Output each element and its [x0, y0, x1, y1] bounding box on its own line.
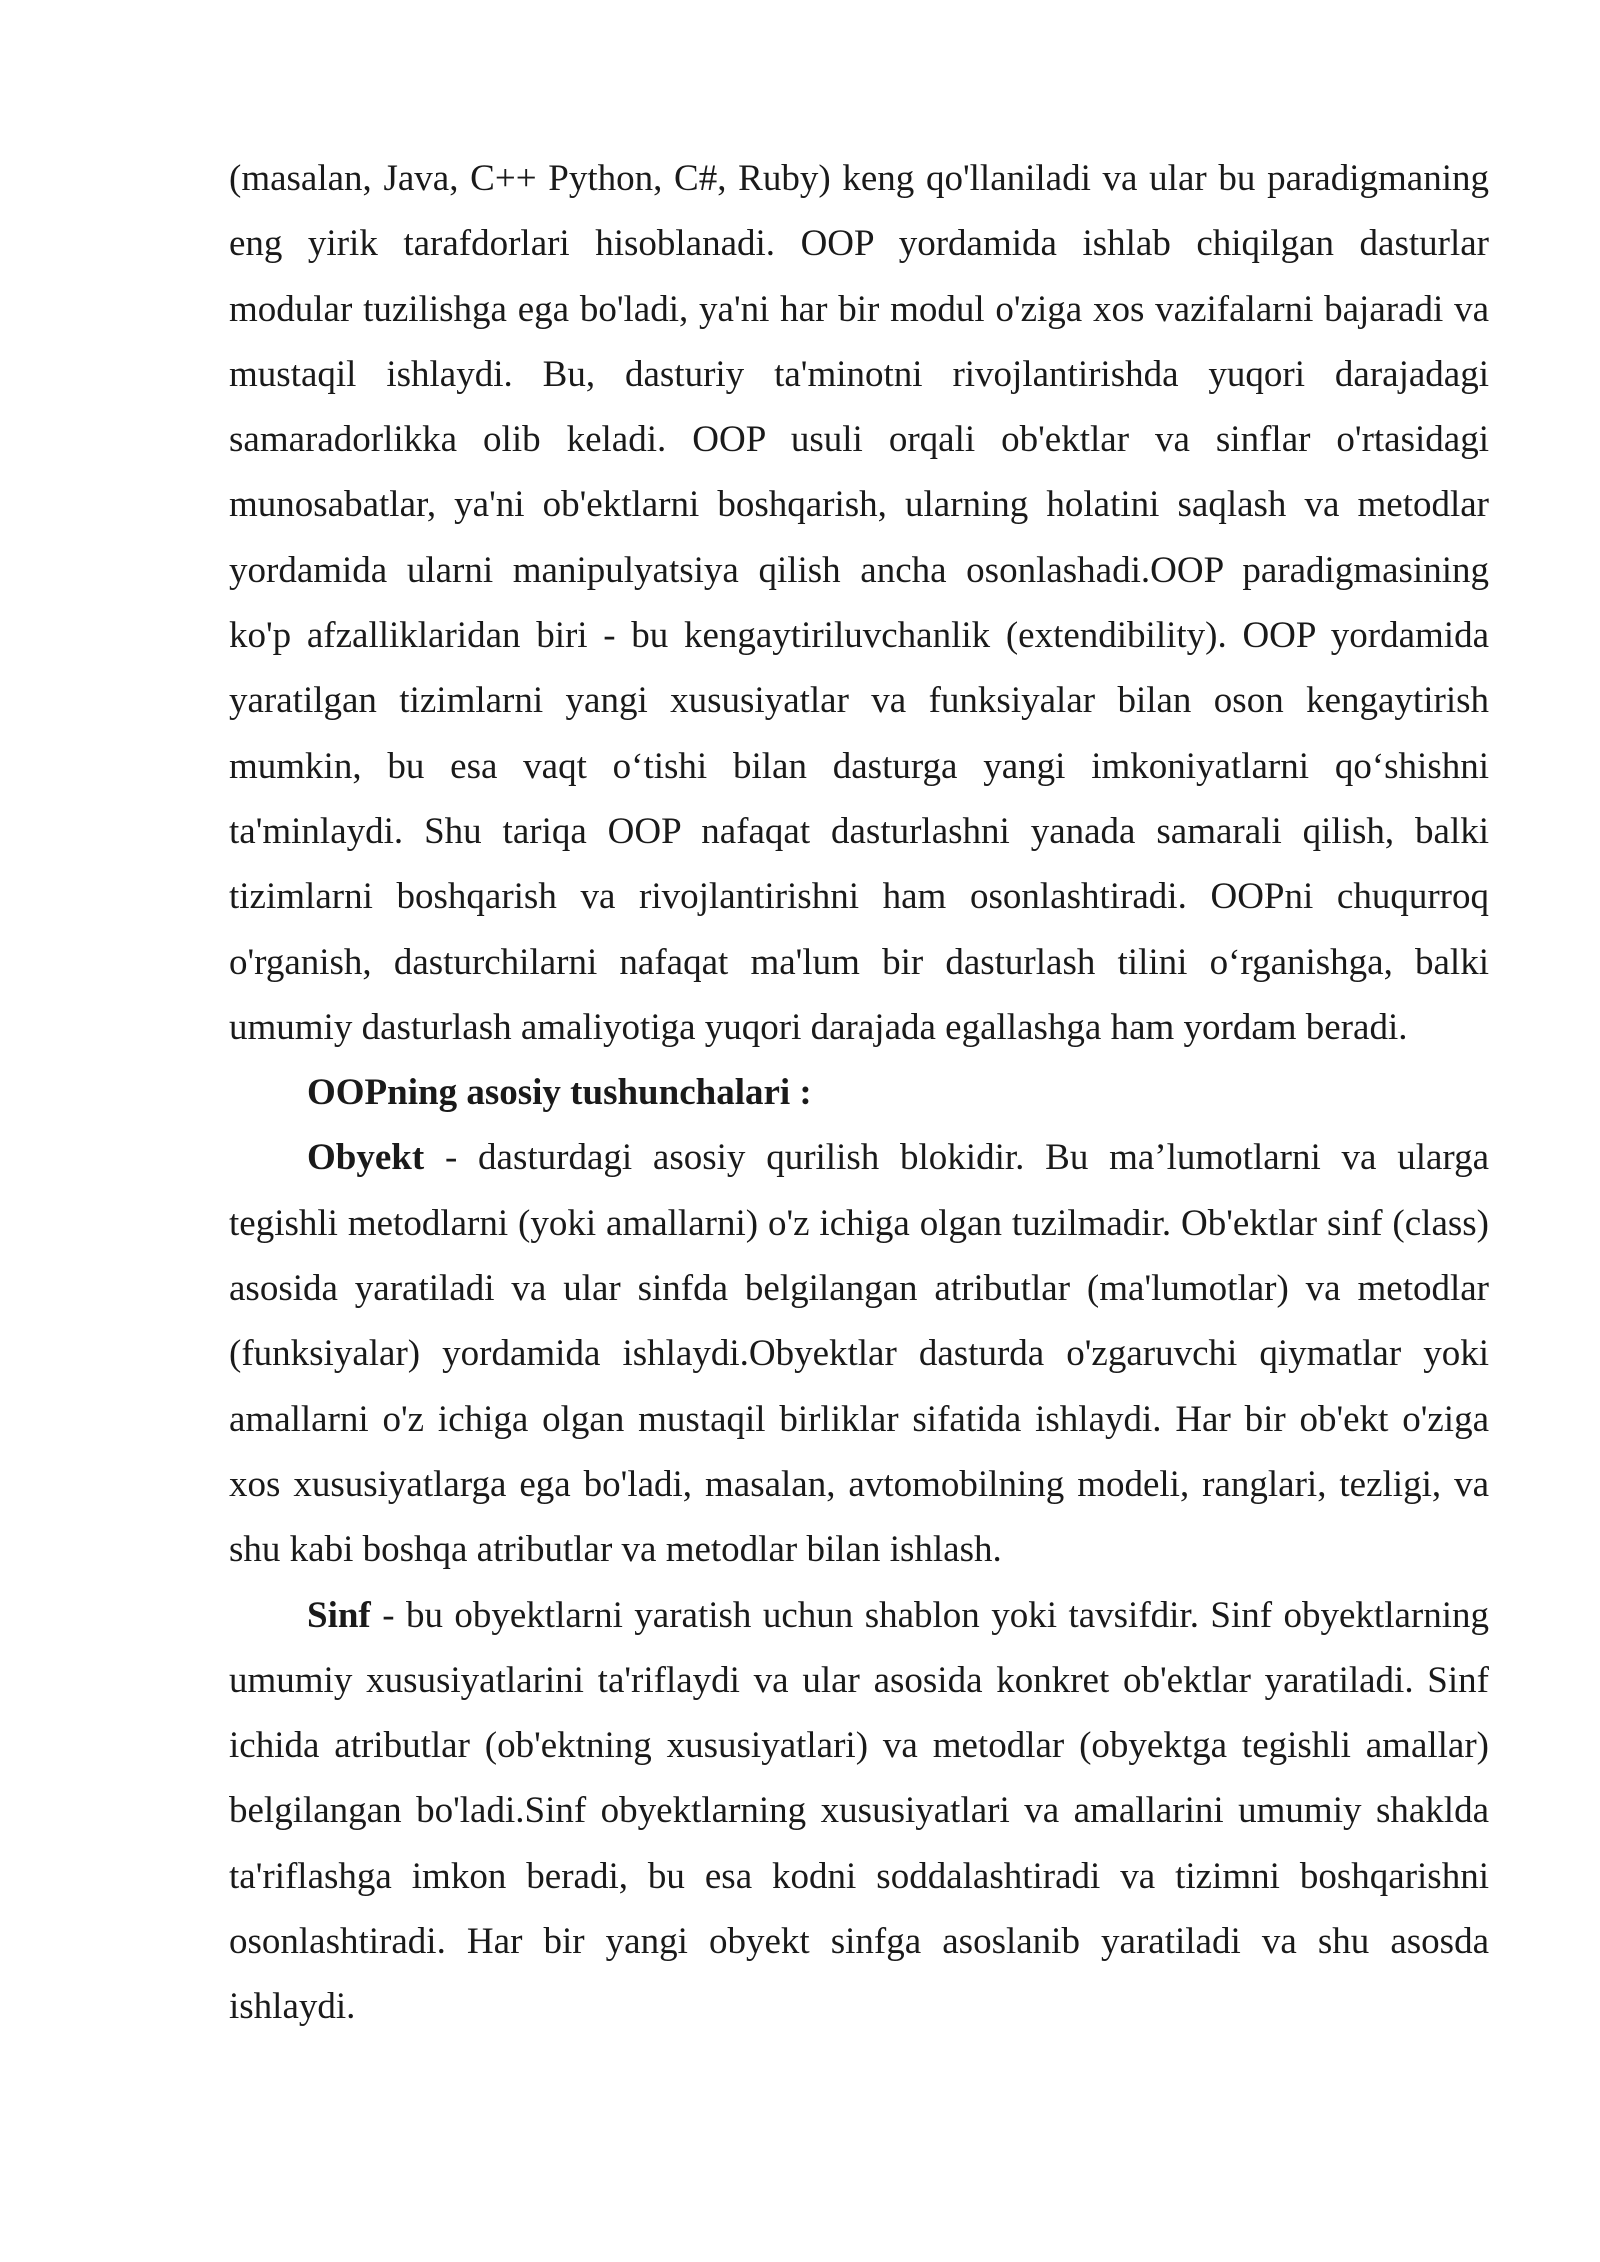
- intro-paragraph: (masalan, Java, C++ Python, C#, Ruby) keng qo'llaniladi va ular bu paradigmaning eng yirik tarafdorlari hisoblanadi. OOP yordamida ishlab chiqilgan dasturlar modular tuzilishga ega bo'ladi, ya'ni har bir modul o'ziga xos vazifalarni bajaradi va mustaqil ishlaydi. Bu, dasturiy ta'minotni rivojlantirishda yuqori darajadagi samaradorlikka olib keladi. OOP usuli orqali ob'ektlar va sinflar o'rtasidagi munosabatlar, ya'ni ob'ektlarni boshqarish, ularning holatini saqlash va metodlar yordamida ularni manipulyatsiya qilish ancha osonlashadi.OOP paradigmasining ko'p afzalliklaridan biri - bu kengaytiriluvchanlik (extendibility). OOP yordamida yaratilgan tizimlarni yangi xususiyatlar va funksiyalar bilan oson kengaytirish mumkin, bu esa vaqt o‘tishi bilan dasturga yangi imkoniyatlarni qo‘shishni ta'minlaydi. Shu tariqa OOP nafaqat dasturlashni yanada samarali qilish, balki tizimlarni boshqarish va rivojlantirishni ham osonlashtiradi. OOPni chuqurroq o'rganish, dasturchilarni nafaqat ma'lum bir dasturlash tilini o‘rganishga, balki umumiy dasturlash amaliyotiga yuqori darajada egallashga ham yordam beradi.: [229, 158, 1489, 1048]
- document-page: [229, 146, 1489, 2040]
- obyekt-term: Obyekt: [307, 1137, 425, 1179]
- sinf-definition: - bu obyektlarni yaratish uchun shablon yoki tavsifdir. Sinf obyektlarning umumiy xususiyatlarini ta'riflaydi va ular asosida konkret ob'ektlar yaratiladi. Sinf ichida atributlar (ob'ektning xususiyatlari) va metodlar (obyektga tegishli amallar) belgilangan bo'ladi.Sinf obyektlarning xususiyatlari va amallarini umumiy shaklda ta'riflashga imkon beradi, bu esa kodni soddalashtiradi va tizimni boshqarishni osonlashtiradi. Har bir yangi obyekt sinfga asoslanib yaratiladi va shu asosda ishlaydi.: [229, 1594, 1489, 2028]
- section-heading: OOPning asosiy tushunchalari :: [307, 1072, 812, 1114]
- sinf-term: Sinf: [307, 1594, 371, 1636]
- obyekt-definition: - dasturdagi asosiy qurilish blokidir. Bu ma’lumotlarni va ularga tegishli metodlarni (yoki amallarni) o'z ichiga olgan tuzilmadir. Ob'ektlar sinf (class) asosida yaratiladi va ular sinfda belgilangan atributlar (ma'lumotlar) va metodlar (funksiyalar) yordamida ishlaydi.Obyektlar dasturda o'zgaruvchi qiymatlar yoki amallarni o'z ichiga olgan mustaqil birliklar sifatida ishlaydi. Har bir ob'ekt o'ziga xos xususiyatlarga ega bo'ladi, masalan, avtomobilning modeli, ranglari, tezligi, va shu kabi boshqa atributlar va metodlar bilan ishlash.: [229, 1137, 1489, 1571]
- sinf-paragraph: [229, 1583, 1489, 2040]
- obyekt-paragraph: [229, 1125, 1489, 1582]
